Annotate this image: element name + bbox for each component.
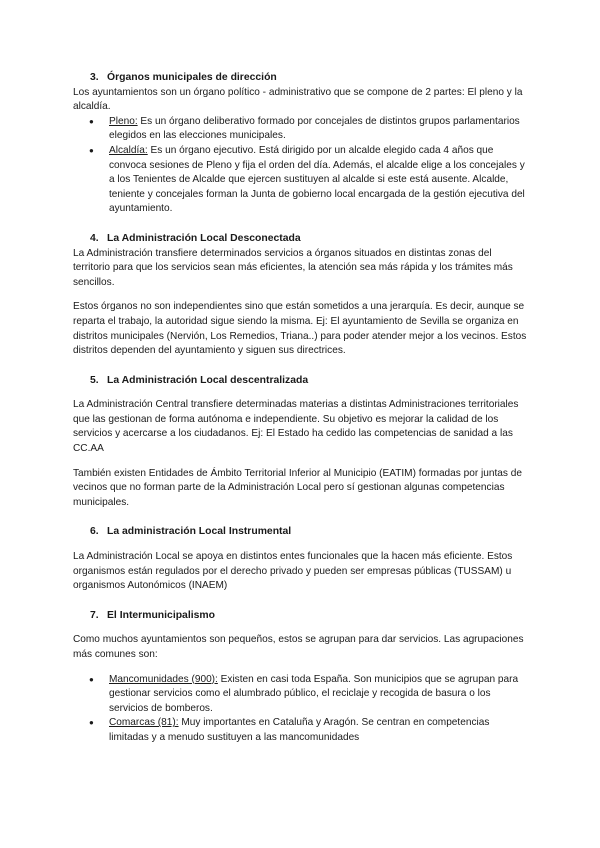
list-term: Mancomunidades (900):: [109, 673, 218, 685]
list-item: [73, 144, 531, 217]
section-number: 4.: [90, 232, 99, 244]
section-heading: [73, 232, 531, 247]
paragraph: La Administración transfiere determinados servicios a órganos situados en distintas zonas del territorio para que los servicios sean más eficientes, la atención sea más rápida y los trámites más sencillos.: [73, 247, 513, 288]
list-item: [73, 115, 531, 144]
list-text: Muy importantes en Cataluña y Aragón. Se centran en competencias limitadas y a menudo sustituyen a las mancomunidades: [109, 717, 490, 743]
list-term: Alcaldía:: [109, 144, 148, 156]
section-title: La Administración Local Desconectada: [107, 232, 301, 244]
section-heading: [73, 71, 531, 86]
list-term: Comarcas (81):: [109, 717, 179, 729]
bullet-list: [73, 673, 531, 746]
paragraph: Los ayuntamientos son un órgano político - administrativo que se compone de 2 partes: El pleno y la alcaldía.: [73, 86, 523, 113]
section-number: 7.: [90, 609, 99, 621]
section-title: Órganos municipales de dirección: [107, 72, 277, 83]
document-body: [73, 71, 531, 746]
section-title: La administración Local Instrumental: [107, 526, 292, 538]
paragraph: Estos órganos no son independientes sino que están sometidos a una jerarquía. Es decir, aunque se reparta el trabajo, la autoridad sigue siendo la misma. Ej: El ayuntamiento de Sevilla se organiza en distritos municipales (Nervión, Los Remedios, Triana..) para poder atender mejor a los vecinos. Estos distritos dependen del ayuntamiento y siguen sus directrices.: [73, 301, 527, 357]
section-number: 6.: [90, 526, 99, 538]
paragraph: La Administración Central transfiere determinadas materias a distintas Administraciones territoriales que las gestionan de forma autónoma e independiente. Su objetivo es mejorar la calidad de los servicios y acercarse a los ciudadanos. Ej: El Estado ha cedido las competencias de sanidad a las CC.AA: [73, 399, 519, 455]
paragraph: Como muchos ayuntamientos son pequeños, estos se agrupan para dar servicios. Las agrupaciones más comunes son:: [73, 634, 524, 660]
list-term: Pleno:: [109, 115, 138, 127]
section-heading: [73, 374, 531, 389]
section-title: La Administración Local descentralizada: [107, 374, 309, 386]
list-item: [73, 716, 531, 745]
list-text: Es un órgano deliberativo formado por concejales de distintos grupos parlamentarios elegidos en las elecciones municipales.: [109, 115, 520, 142]
paragraph: También existen Entidades de Ámbito Territorial Inferior al Municipio (EATIM) formadas por juntas de vecinos que no forman parte de la Administración Local pero sí gestionan algunas competencias municipales.: [73, 467, 522, 508]
paragraph: La Administración Local se apoya en distintos entes funcionales que la hacen más eficiente. Estos organismos están regulados por el derecho privado y pueden ser empresas públicas (TUSSAM) u organismos Autonómicos (INAEM): [73, 551, 513, 592]
section-number: 5.: [90, 374, 99, 386]
list-text: Es un órgano ejecutivo. Está dirigido por un alcalde elegido cada 4 años que convoca sesiones de Pleno y fija el orden del día. Además, el alcalde elige a los concejales y a los Tenientes de Alcalde que ejercen sustituyen al alcalde si este está ausente. Alcalde, teniente y concejales forman la Junta de gobierno local encargada de la gestión ejecutiva del ayuntamiento.: [109, 144, 525, 215]
section-title: El Intermunicipalismo: [107, 609, 215, 621]
list-text: Existen en casi toda España. Son municipios que se agrupan para gestionar servicios como el alumbrado público, el reciclaje y recogida de basura o los servicios de bomberos.: [109, 673, 519, 714]
section-heading: [73, 609, 531, 624]
list-item: [73, 673, 531, 717]
section-heading: [73, 525, 531, 540]
bullet-list: [73, 115, 531, 217]
section-number: 3.: [90, 72, 99, 83]
